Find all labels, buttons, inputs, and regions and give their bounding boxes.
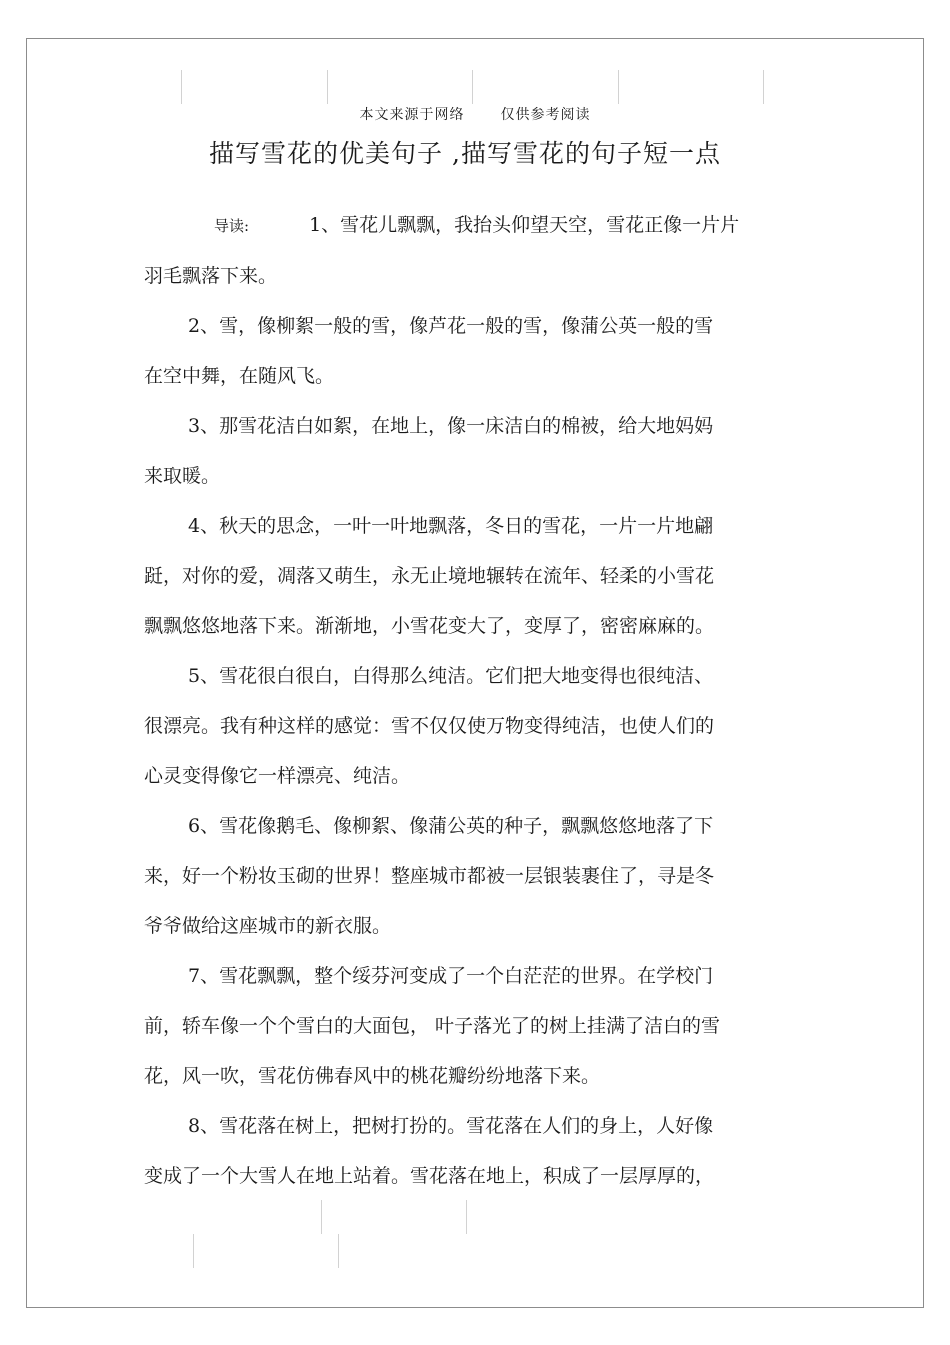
- source-note: [0, 104, 950, 124]
- paragraph: [144, 951, 789, 1101]
- text-line: 跹，对你的爱，凋落又萌生，永无止境地辗转在流年、轻柔的小雪花: [144, 565, 715, 587]
- document-body: [144, 200, 789, 1201]
- text-line: 2、雪，像柳絮一般的雪，像芦花一般的雪，像蒲公英一般的雪: [188, 315, 714, 337]
- scan-mark: [466, 1200, 467, 1234]
- scan-mark: [321, 1200, 322, 1234]
- lead-label: 导读:: [214, 217, 250, 235]
- text-line: 6、雪花像鹅毛、像柳絮、像蒲公英的种子，飘飘悠悠地落了下: [188, 815, 714, 837]
- scan-mark: [618, 70, 619, 104]
- text-line: 3、那雪花洁白如絮，在地上，像一床洁白的棉被，给大地妈妈: [188, 415, 714, 437]
- intro-line: 羽毛飘落下来。: [144, 265, 278, 287]
- intro-line: 1、雪花儿飘飘，我抬头仰望天空，雪花正像一片片: [309, 214, 740, 236]
- paragraph: [144, 401, 789, 501]
- document-title: 描写雪花的优美句子 ,描写雪花的句子短一点: [209, 139, 721, 168]
- text-line: 花，风一吹，雪花仿佛春风中的桃花瓣纷纷地落下来。: [144, 1065, 601, 1087]
- source-text: 本文来源于网络: [359, 107, 465, 123]
- text-line: 来，好一个粉妆玉砌的世界！整座城市都被一层银装裹住了，寻是冬: [144, 865, 715, 887]
- paragraph: [144, 651, 789, 801]
- paragraph: [144, 301, 789, 401]
- text-line: 5、雪花很白很白，白得那么纯洁。它们把大地变得也很纯洁、: [188, 665, 714, 687]
- text-line: 爷爷做给这座城市的新衣服。: [144, 915, 392, 937]
- intro-paragraph: [144, 200, 789, 301]
- reference-text: 仅供参考阅读: [500, 107, 591, 123]
- scan-mark: [338, 1234, 339, 1268]
- scan-mark: [193, 1234, 194, 1268]
- paragraph: [144, 801, 789, 951]
- scan-mark: [763, 70, 764, 104]
- scan-mark: [327, 70, 328, 104]
- scan-mark: [181, 70, 182, 104]
- text-line: 前，轿车像一个个雪白的大面包， 叶子落光了的树上挂满了洁白的雪: [144, 1015, 721, 1037]
- paragraph: [144, 1101, 789, 1201]
- text-line: 飘飘悠悠地落下来。渐渐地，小雪花变大了，变厚了，密密麻麻的。: [144, 615, 715, 637]
- text-line: 在空中舞，在随风飞。: [144, 365, 335, 387]
- text-line: 7、雪花飘飘，整个绥芬河变成了一个白茫茫的世界。在学校门: [188, 965, 714, 987]
- text-line: 心灵变得像它一样漂亮、纯洁。: [144, 765, 411, 787]
- text-line: 来取暖。: [144, 465, 221, 487]
- text-line: 8、雪花落在树上，把树打扮的。雪花落在人们的身上，人好像: [188, 1115, 714, 1137]
- text-line: 很漂亮。我有种这样的感觉：雪不仅仅使万物变得纯洁，也使人们的: [144, 715, 715, 737]
- text-line: 4、秋天的思念，一叶一叶地飘落，冬日的雪花，一片一片地翩: [188, 515, 714, 537]
- scan-mark: [472, 70, 473, 104]
- paragraph: [144, 501, 789, 651]
- text-line: 变成了一个大雪人在地上站着。雪花落在地上，积成了一层厚厚的，: [144, 1165, 715, 1187]
